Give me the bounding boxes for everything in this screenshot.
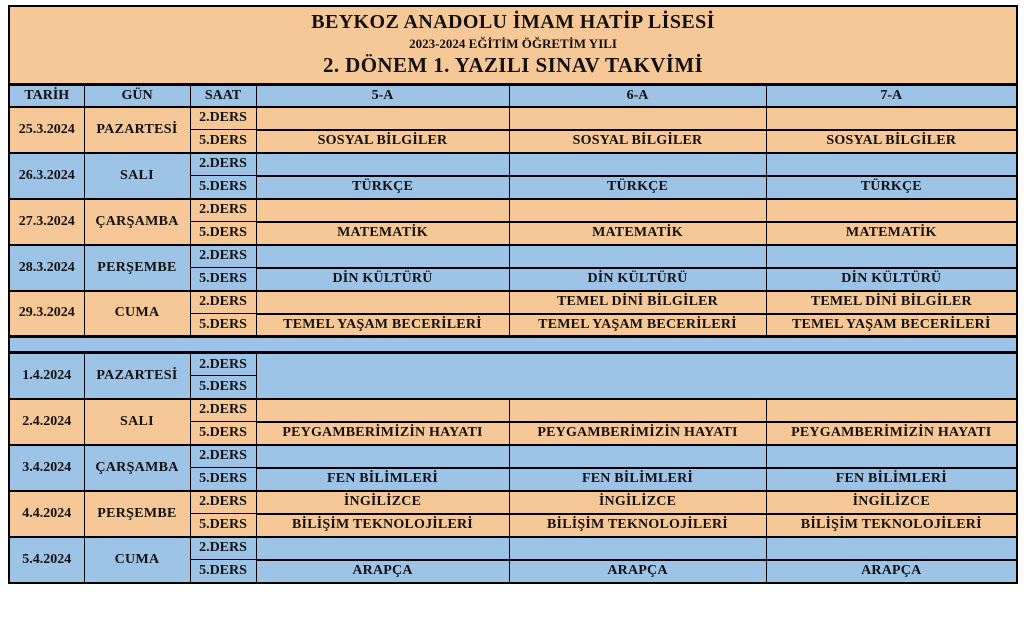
subject-cell: DİN KÜLTÜRÜ [509,268,766,291]
date-cell: 3.4.2024 [9,445,84,491]
subject-cell [766,245,1017,268]
day-cell: CUMA [84,537,190,583]
schedule-group-row-top [9,153,1017,176]
subject-cell: SOSYAL BİLGİLER [509,130,766,153]
slot-cell: 2.DERS [190,199,256,222]
subject-cell: TÜRKÇE [766,176,1017,199]
subject-cell [509,399,766,422]
slot-cell: 2.DERS [190,537,256,560]
day-cell: PERŞEMBE [84,491,190,537]
slot-cell: 2.DERS [190,245,256,268]
subject-cell: SOSYAL BİLGİLER [766,130,1017,153]
subject-cell: ARAPÇA [509,560,766,583]
col-header-gun: GÜN [84,85,190,107]
subject-cell [766,107,1017,130]
slot-cell: 2.DERS [190,353,256,376]
slot-cell: 5.DERS [190,376,256,399]
subject-cell: PEYGAMBERİMİZİN HAYATI [509,422,766,445]
slot-cell: 2.DERS [190,153,256,176]
subject-cell: FEN BİLİMLERİ [509,468,766,491]
subject-cell: İNGİLİZCE [766,491,1017,514]
day-cell: PERŞEMBE [84,245,190,291]
date-cell: 1.4.2024 [9,353,84,399]
col-header-saat: SAAT [190,85,256,107]
title-row [9,6,1017,85]
day-cell: ÇARŞAMBA [84,199,190,245]
schedule-group-row-top [9,491,1017,514]
slot-cell: 2.DERS [190,291,256,314]
subject-cell: BİLİŞİM TEKNOLOJİLERİ [766,514,1017,537]
school-year: 2023-2024 EĞİTİM ÖĞRETİM YILI [409,36,617,51]
subject-cell [256,445,509,468]
subject-cell [766,445,1017,468]
date-cell: 2.4.2024 [9,399,84,445]
date-cell: 28.3.2024 [9,245,84,291]
schedule-group-row-top [9,445,1017,468]
date-cell: 25.3.2024 [9,107,84,153]
schedule-group-row-top [9,107,1017,130]
subject-cell: TEMEL YAŞAM BECERİLERİ [766,314,1017,337]
subject-cell: PEYGAMBERİMİZİN HAYATI [766,422,1017,445]
col-header-tarih: TARİH [9,85,84,107]
subject-cell: FEN BİLİMLERİ [766,468,1017,491]
subject-cell [509,445,766,468]
exam-calendar-title: 2. DÖNEM 1. YAZILI SINAV TAKVİMİ [322,53,704,77]
day-cell: SALI [84,153,190,199]
slot-cell: 5.DERS [190,422,256,445]
date-cell: 26.3.2024 [9,153,84,199]
date-cell: 5.4.2024 [9,537,84,583]
day-cell: PAZARTESİ [84,107,190,153]
day-cell: CUMA [84,291,190,337]
date-cell: 27.3.2024 [9,199,84,245]
subject-cell: ARAPÇA [766,560,1017,583]
subject-cell: MATEMATİK [256,222,509,245]
subject-cell: MATEMATİK [766,222,1017,245]
date-cell: 4.4.2024 [9,491,84,537]
col-header-7a: 7-A [766,85,1017,107]
subject-cell [509,537,766,560]
slot-cell: 5.DERS [190,222,256,245]
slot-cell: 5.DERS [190,176,256,199]
subject-cell: DİN KÜLTÜRÜ [766,268,1017,291]
schedule-group-row-top [9,291,1017,314]
slot-cell: 5.DERS [190,560,256,583]
date-cell: 29.3.2024 [9,291,84,337]
slot-cell: 2.DERS [190,399,256,422]
col-header-5a: 5-A [256,85,509,107]
subject-cell: TÜRKÇE [256,176,509,199]
subject-cell [256,153,509,176]
slot-cell: 5.DERS [190,314,256,337]
schedule-group-row-top [9,199,1017,222]
week-separator-row [9,337,1017,353]
subject-cell: TEMEL YAŞAM BECERİLERİ [509,314,766,337]
subject-cell [766,199,1017,222]
subject-cell: DİN KÜLTÜRÜ [256,268,509,291]
schedule-group-row-top [9,537,1017,560]
slot-cell: 5.DERS [190,268,256,291]
schedule-group-row-top [9,245,1017,268]
column-header-row [9,85,1017,107]
subject-cell [509,199,766,222]
slot-cell: 2.DERS [190,491,256,514]
subject-cell [256,291,509,314]
exam-schedule-table [8,5,1018,584]
subject-cell [256,399,509,422]
subject-cell: TÜRKÇE [509,176,766,199]
subject-cell [256,537,509,560]
subject-cell [766,537,1017,560]
school-name: BEYKOZ ANADOLU İMAM HATİP LİSESİ [311,11,715,33]
slot-cell: 5.DERS [190,514,256,537]
subject-cell [509,107,766,130]
slot-cell: 2.DERS [190,445,256,468]
subject-cell: BİLİŞİM TEKNOLOJİLERİ [509,514,766,537]
subject-cell [256,107,509,130]
day-cell: PAZARTESİ [84,353,190,399]
subject-cell: İNGİLİZCE [509,491,766,514]
subject-cell [256,199,509,222]
subject-cell: MATEMATİK [509,222,766,245]
week-separator-cell [9,337,1017,353]
subject-cell: ARAPÇA [256,560,509,583]
col-header-6a: 6-A [509,85,766,107]
schedule-group-row-top [9,399,1017,422]
merged-empty-cell [256,353,1017,399]
subject-cell: TEMEL YAŞAM BECERİLERİ [256,314,509,337]
subject-cell: TEMEL DİNİ BİLGİLER [766,291,1017,314]
day-cell: ÇARŞAMBA [84,445,190,491]
subject-cell: BİLİŞİM TEKNOLOJİLERİ [256,514,509,537]
slot-cell: 5.DERS [190,130,256,153]
schedule-group-row-top [9,353,1017,376]
slot-cell: 2.DERS [190,107,256,130]
day-cell: SALI [84,399,190,445]
title-block [9,6,1017,85]
subject-cell [766,399,1017,422]
subject-cell: SOSYAL BİLGİLER [256,130,509,153]
subject-cell: TEMEL DİNİ BİLGİLER [509,291,766,314]
subject-cell: PEYGAMBERİMİZİN HAYATI [256,422,509,445]
subject-cell [509,153,766,176]
subject-cell [509,245,766,268]
slot-cell: 5.DERS [190,468,256,491]
subject-cell [766,153,1017,176]
subject-cell [256,245,509,268]
subject-cell: FEN BİLİMLERİ [256,468,509,491]
subject-cell: İNGİLİZCE [256,491,509,514]
